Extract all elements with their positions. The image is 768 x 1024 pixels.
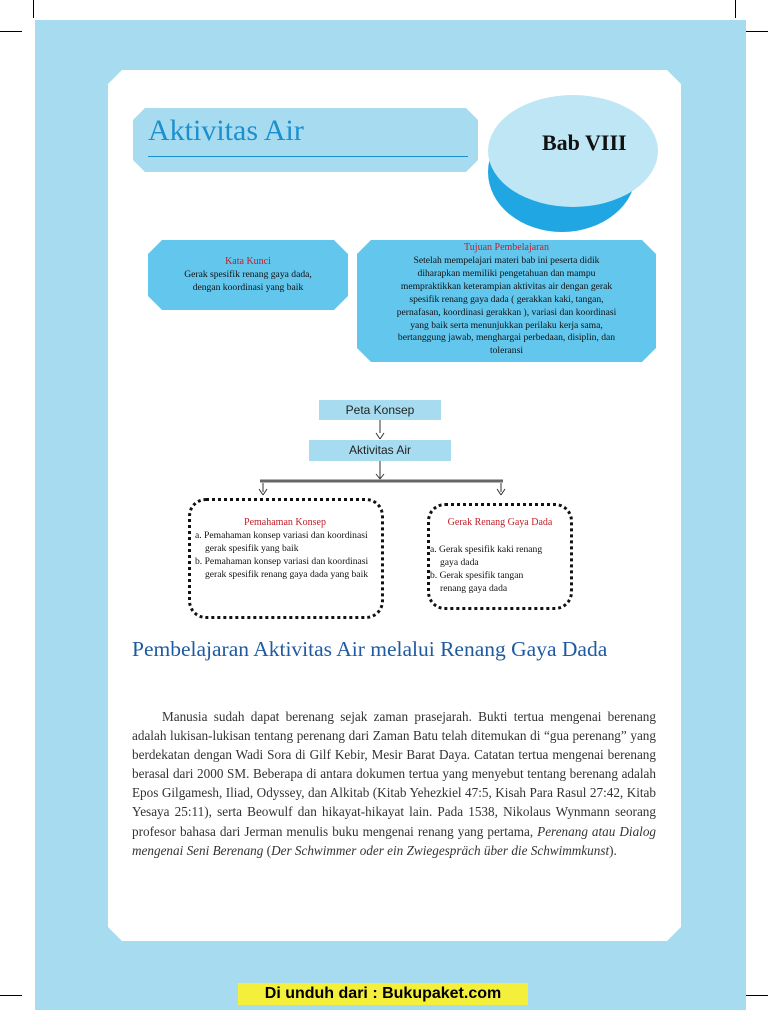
- paragraph-text: ).: [609, 842, 617, 858]
- arrow-head: [376, 474, 380, 479]
- tujuan-line: pernafasan, koordinasi gerakkan ), variasi dan koordinasi: [396, 306, 617, 318]
- pemahaman-konsep-heading: Pemahaman Konsep: [244, 517, 326, 528]
- tujuan-line: mempraktikkan keterampian aktivitas air dengan gerak: [400, 280, 613, 292]
- section-heading: Pembelajaran Aktivitas Air melalui Renang Gaya Dada: [132, 637, 608, 661]
- arrow-head: [259, 489, 263, 495]
- peta-konsep-label: Peta Konsep: [319, 400, 441, 420]
- kata-kunci-heading: Kata Kunci: [225, 256, 271, 267]
- paragraph-italic: Der Schwimmer oder ein Zwiegespräch über die Schwimmkunst: [271, 842, 610, 858]
- arrow-head: [380, 433, 384, 439]
- gerak-renang-heading: Gerak Renang Gaya Dada: [447, 517, 553, 528]
- tujuan-line: Setelah mempelajari materi bab ini peserta didik: [413, 255, 600, 266]
- arrow-head: [497, 489, 501, 495]
- tujuan-line: toleransi: [489, 345, 524, 357]
- arrow-head: [376, 433, 380, 439]
- paragraph-text: (: [263, 842, 272, 858]
- download-source-banner: Di unduh dari : Bukupaket.com: [238, 983, 528, 1005]
- concept-root: Aktivitas Air: [309, 440, 451, 461]
- list-item: b. Pemahaman konsep variasi dan koordinasi gerak spesifik renang gaya dada yang baik: [195, 555, 369, 580]
- body-paragraph: [132, 707, 656, 860]
- arrow-head: [263, 489, 267, 495]
- gerak-renang-list: [430, 544, 550, 596]
- list-item: b. Gerak spesifik tangan renang gaya dada: [430, 569, 524, 594]
- paragraph-text: Manusia sudah dapat berenang sejak zaman prasejarah. Bukti tertua mengenai berenang adalah lukisan-lukisan tentang perenang dari Zaman Batu telah ditemukan di “gua perenang” yang berdekatan dengan Wadi Sora di Gilf Kebir, Mesir Barat Daya. Catatan tertua mengenai berenang berasal dari 2000 SM. Beberapa di antara dokumen tertua yang menyebut tentang berenang adalah Epos Gilgamesh, Iliad, Odyssey, dan Alkitab (Kitab Yehezkiel 47:5, Kisah Para Rasul 27:42, Kitab Yesaya 25:11), serta Beowulf dan hikayat-hikayat lain. Pada 1538, Nikolaus Wynmann seorang profesor bahasa dari Jerman menulis buku mengenai renang yang pertama,: [132, 709, 656, 839]
- kata-kunci-line: Gerak spesifik renang gaya dada,: [184, 269, 312, 280]
- pemahaman-konsep-list: [195, 530, 375, 582]
- list-item: a. Pemahaman konsep variasi dan koordinasi gerak spesifik yang baik: [195, 530, 368, 554]
- tujuan-line: yang baik serta menunjukkan perilaku kerja sama,: [410, 319, 603, 331]
- tujuan-heading: Tujuan Pembelajaran: [464, 242, 549, 253]
- chapter-title: Aktivitas Air: [148, 114, 304, 147]
- kata-kunci-line: dengan koordinasi yang baik: [192, 281, 304, 293]
- tujuan-line: diharapkan memiliki pengetahuan dan mampu: [417, 267, 596, 279]
- tujuan-line: spesifik renang gaya dada ( gerakkan kaki, tangan,: [409, 293, 604, 305]
- tujuan-line: bertanggung jawab, menghargai perbedaan, disiplin, dan: [397, 332, 616, 344]
- arrow-head: [380, 474, 384, 479]
- chapter-number: Bab VIII: [542, 130, 627, 155]
- paragraph-italic: Perenang atau Dialog mengenai Seni Berenang: [132, 823, 657, 858]
- list-item: a. Gerak spesifik kaki renang gaya dada: [430, 544, 543, 568]
- arrow-head: [501, 489, 505, 495]
